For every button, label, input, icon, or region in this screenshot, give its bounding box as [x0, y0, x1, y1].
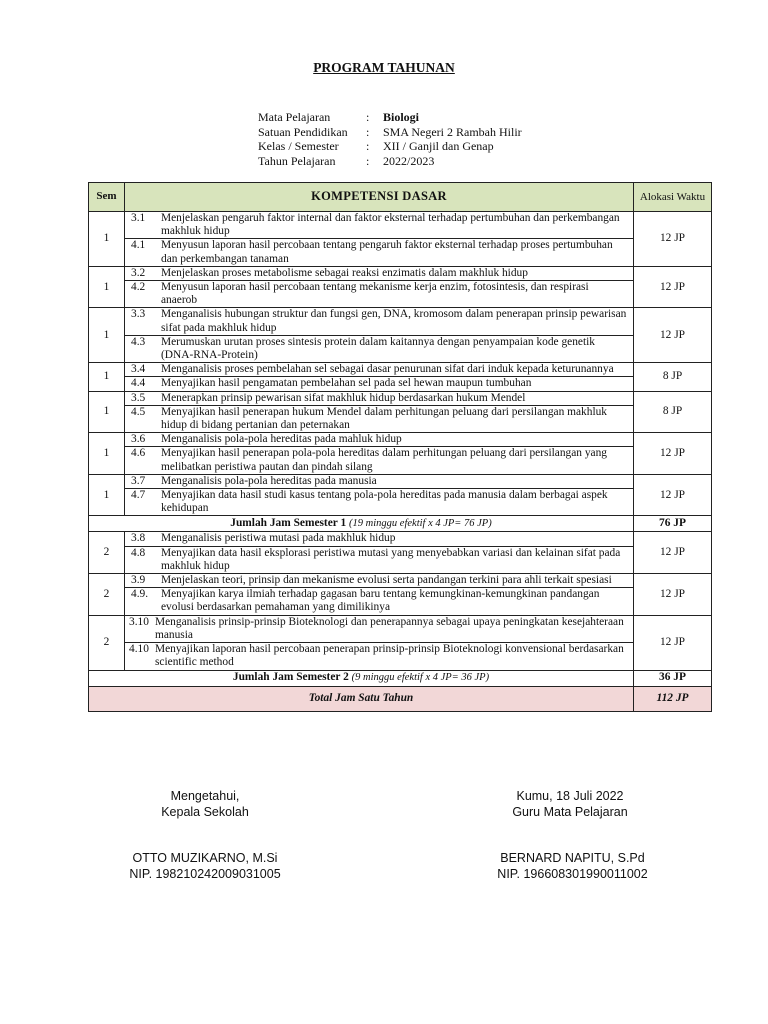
table-header-row	[89, 183, 712, 212]
alokasi-cell: 12 JP	[634, 433, 712, 475]
kd-number: 3.4	[131, 363, 146, 376]
kd-item	[125, 239, 633, 265]
table-row	[89, 391, 712, 433]
kd-text: Menganalisis pola-pola hereditas pada mahluk hidup	[161, 433, 402, 446]
program-table	[88, 182, 712, 712]
sem-cell: 1	[89, 474, 125, 516]
kd-number: 4.3	[131, 335, 146, 348]
kd-cell	[125, 615, 634, 670]
identity-value: XII / Ganjil dan Genap	[383, 139, 494, 153]
identity-row	[258, 125, 522, 140]
sem-cell: 1	[89, 308, 125, 363]
kd-text: Menyajikan hasil penerapan pola-pola hereditas dalam perhitungan peluang dari persilangan yang melibatkan peristiwa pautan dan pindah silang	[161, 447, 607, 473]
kd-number: 3.8	[131, 532, 146, 545]
kd-text: Menyajikan hasil penerapan hukum Mendel dalam perhitungan peluang dari persilangan makhluk hidup di bidang pertanian dan peternakan	[161, 405, 607, 432]
identity-block	[258, 110, 522, 168]
kd-number: 4.2	[131, 281, 146, 294]
kd-text: Menjelaskan proses metabolisme sebagai reaksi enzimatis dalam makhluk hidup	[161, 266, 528, 279]
kd-text: Menganalisis pola-pola hereditas pada manusia	[161, 474, 377, 487]
semester-total-text: Jumlah Jam Semester 2	[232, 671, 349, 684]
kd-item	[125, 267, 633, 281]
kd-item	[125, 212, 633, 239]
kd-text: Menganalisis peristiwa mutasi pada makhluk hidup	[161, 532, 396, 545]
kd-cell	[125, 433, 634, 475]
table-row	[89, 212, 712, 267]
kd-item	[125, 447, 633, 473]
total-row	[89, 686, 712, 711]
identity-value: SMA Negeri 2 Rambah Hilir	[383, 124, 522, 139]
kd-cell	[125, 308, 634, 363]
identity-row	[258, 154, 522, 169]
kd-number: 4.5	[131, 405, 146, 418]
semester-total-note: (9 minggu efektif x 4 JP= 36 JP)	[351, 672, 490, 684]
sem-cell: 2	[89, 574, 125, 616]
kd-number: 3.2	[131, 266, 146, 279]
kd-number: 3.7	[131, 474, 146, 487]
semester-total-text: Jumlah Jam Semester 1	[230, 517, 347, 530]
signature-right-header	[490, 788, 650, 820]
table-row	[89, 574, 712, 616]
header-kompetensi-dasar: KOMPETENSI DASAR	[125, 183, 634, 212]
semester-total-note: (19 minggu efektif x 4 JP= 76 JP)	[349, 518, 492, 530]
kd-text: Menyusun laporan hasil percobaan tentang pengaruh faktor eksternal terhadap proses pertumbuhan dan perkembangan tanaman	[161, 239, 613, 265]
kd-cell	[125, 574, 634, 616]
kd-item	[125, 532, 633, 546]
kd-number: 3.5	[131, 391, 146, 404]
alokasi-cell: 8 JP	[634, 363, 712, 391]
kd-number: 4.10	[129, 643, 149, 656]
kd-text: Menyajikan hasil pengamatan pembelahan sel pada sel hewan maupun tumbuhan	[161, 377, 532, 390]
table-row	[89, 615, 712, 670]
table-row	[89, 474, 712, 516]
sem-cell: 1	[89, 433, 125, 475]
kd-text: Menerapkan prinsip pewarisan sifat makhluk hidup berdasarkan hukum Mendel	[161, 391, 526, 404]
kd-text: Menjelaskan teori, prinsip dan mekanisme evolusi serta pandangan terkini para ahli terkait spesiasi	[161, 574, 612, 587]
signature-left-line2: Kepala Sekolah	[161, 805, 249, 819]
total-value: 112 JP	[634, 686, 712, 711]
kd-number: 4.1	[131, 239, 146, 252]
identity-colon: :	[366, 124, 370, 139]
identity-value: Biologi	[383, 110, 420, 124]
kd-number: 3.6	[131, 433, 146, 446]
semester-total-label	[89, 516, 634, 532]
sem-cell: 1	[89, 391, 125, 433]
header-alokasi-waktu: Alokasi Waktu	[634, 183, 712, 212]
alokasi-cell: 8 JP	[634, 391, 712, 433]
kd-item	[125, 392, 633, 406]
signature-right-name: BERNARD NAPITU, S.Pd	[500, 851, 645, 865]
sem-cell: 2	[89, 532, 125, 574]
alokasi-cell: 12 JP	[634, 308, 712, 363]
identity-colon: :	[366, 110, 370, 124]
kd-number: 3.10	[129, 615, 149, 628]
semester-total-row	[89, 516, 712, 532]
kd-number: 3.9	[131, 574, 146, 587]
semester-total-label	[89, 670, 634, 686]
identity-key: Mata Pelajaran	[258, 110, 331, 124]
identity-value: 2022/2023	[383, 153, 435, 168]
signature-right-nip: NIP. 196608301990011002	[497, 867, 648, 881]
kd-item	[125, 574, 633, 588]
identity-row	[258, 139, 522, 154]
kd-number: 4.6	[131, 447, 146, 460]
alokasi-cell: 12 JP	[634, 574, 712, 616]
semester-total-value: 36 JP	[634, 670, 712, 686]
kd-text: Menganalisis hubungan struktur dan fungsi gen, DNA, kromosom dalam penerapan prinsip pewarisan sifat pada makhluk hidup	[161, 308, 627, 334]
kd-item	[125, 281, 633, 307]
kd-cell	[125, 212, 634, 267]
kd-text: Menyusun laporan hasil percobaan tentang mekanisme kerja enzim, fotosintesis, dan respirasi anaerob	[161, 281, 589, 307]
alokasi-cell: 12 JP	[634, 266, 712, 308]
kd-item	[125, 377, 633, 390]
total-label: Total Jam Satu Tahun	[89, 686, 634, 711]
kd-number: 3.1	[131, 212, 146, 224]
kd-item	[125, 588, 633, 614]
signature-right-name-block	[470, 850, 675, 882]
kd-cell	[125, 474, 634, 516]
identity-key: Kelas / Semester	[258, 139, 339, 153]
kd-item	[125, 643, 633, 669]
kd-cell	[125, 363, 634, 391]
alokasi-cell: 12 JP	[634, 615, 712, 670]
kd-item	[125, 336, 633, 362]
identity-colon: :	[366, 153, 370, 168]
kd-number: 4.9.	[131, 588, 149, 601]
kd-item	[125, 406, 633, 432]
signature-left-header	[130, 788, 280, 820]
semester-total-row	[89, 670, 712, 686]
table-row	[89, 266, 712, 308]
signature-right-line1: Kumu, 18 Juli 2022	[516, 789, 624, 803]
signature-left-line1: Mengetahui,	[170, 789, 240, 803]
kd-number: 4.8	[131, 546, 146, 559]
identity-key: Tahun Pelajaran	[258, 153, 336, 168]
kd-item	[125, 475, 633, 489]
kd-text: Menyajikan data hasil eksplorasi peristiwa mutasi yang menyebabkan variasi dan kelainan sifat pada makhluk hidup	[161, 546, 621, 572]
kd-text: Menyajikan data hasil studi kasus tentang pola-pola hereditas pada manusia dalam berbagai aspek kehidupan	[161, 489, 608, 515]
sem-cell: 1	[89, 266, 125, 308]
identity-colon: :	[366, 139, 370, 153]
kd-item	[125, 363, 633, 377]
signature-right-line2: Guru Mata Pelajaran	[512, 805, 628, 819]
kd-item	[125, 489, 633, 515]
table-row	[89, 308, 712, 363]
signature-left-name: OTTO MUZIKARNO, M.Si	[132, 851, 278, 865]
sem-cell: 2	[89, 615, 125, 670]
semester-total-value: 76 JP	[634, 516, 712, 532]
page-title: PROGRAM TAHUNAN	[313, 60, 455, 75]
table-row	[89, 433, 712, 475]
header-sem: Sem	[89, 183, 125, 212]
kd-cell	[125, 532, 634, 574]
kd-item	[125, 616, 633, 643]
kd-cell	[125, 391, 634, 433]
kd-text: Menyajikan karya ilmiah terhadap gagasan baru tentang kemungkinan-kemungkinan pandangan evolusi berdasarkan pemahaman yang dimilikinya	[161, 588, 600, 614]
identity-key: Satuan Pendidikan	[258, 124, 348, 139]
kd-number: 4.4	[131, 377, 146, 390]
kd-number: 3.3	[131, 308, 146, 321]
kd-item	[125, 308, 633, 335]
kd-item	[125, 547, 633, 573]
alokasi-cell: 12 JP	[634, 212, 712, 267]
identity-row	[258, 110, 522, 125]
kd-text: Menganalisis proses pembelahan sel sebagai dasar penurunan sifat dari induk kepada keturunannya	[161, 363, 614, 376]
kd-item	[125, 433, 633, 447]
table-row	[89, 532, 712, 574]
kd-number: 4.7	[131, 489, 146, 502]
table-row	[89, 363, 712, 391]
signature-left-name-block	[100, 850, 310, 882]
alokasi-cell: 12 JP	[634, 532, 712, 574]
kd-text: Menjelaskan pengaruh faktor internal dan faktor eksternal terhadap pertumbuhan dan perkembangan makhluk hidup	[161, 212, 620, 238]
sem-cell: 1	[89, 212, 125, 267]
sem-cell: 1	[89, 363, 125, 391]
kd-cell	[125, 266, 634, 308]
kd-text: Menganalisis prinsip-prinsip Bioteknologi dan penerapannya sebagai upaya peningkatan kesejahteraan manusia	[155, 615, 624, 641]
signature-left-nip: NIP. 198210242009031005	[129, 867, 281, 881]
kd-text: Merumuskan urutan proses sintesis protein dalam kaitannya dengan penyampaian kode genetik (DNA-RNA-Protein)	[161, 335, 595, 362]
alokasi-cell: 12 JP	[634, 474, 712, 516]
kd-text: Menyajikan laporan hasil percobaan penerapan prinsip-prinsip Bioteknologi konvensional berdasarkan scientific method	[155, 643, 624, 669]
